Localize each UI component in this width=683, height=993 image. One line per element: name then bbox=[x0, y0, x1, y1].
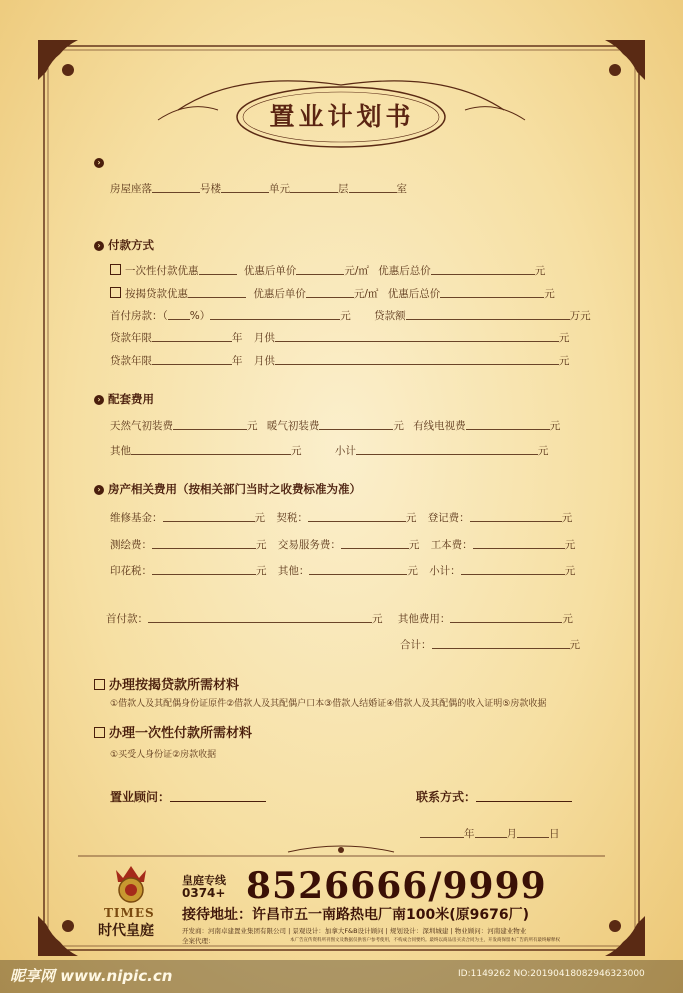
section-fees-header: › 配套费用 bbox=[94, 391, 154, 407]
crown-logo-icon bbox=[108, 862, 154, 904]
property-fees-row-3: 印花税： 元 其他： 元 小计： 元 bbox=[110, 565, 576, 577]
summary-total-row: 合计： 元 bbox=[400, 639, 580, 651]
ornamental-frame bbox=[38, 40, 645, 956]
property-fees-row-1: 维修基金： 元 契税： 元 登记费： 元 bbox=[110, 512, 573, 524]
onetime-docs-list: ①买受人身份证②房款收据 bbox=[110, 750, 217, 760]
title-banner bbox=[242, 92, 442, 142]
hotline-number: 8526666/9999 bbox=[246, 865, 547, 907]
brand-chinese: 时代皇庭 bbox=[98, 923, 154, 939]
hotline-label: 皇庭专线 bbox=[182, 874, 226, 887]
page-title: 置业计划书 bbox=[269, 102, 415, 131]
property-fees-row-2: 测绘费： 元 交易服务费： 元 工本费： 元 bbox=[110, 539, 576, 551]
house-location-row: 房屋座落 号楼 单元 层 室 bbox=[110, 183, 407, 195]
section-payment-header: › 付款方式 bbox=[94, 237, 154, 253]
mortgage-docs-header: 办理按揭贷款所需材料 bbox=[94, 674, 239, 693]
chevron-right-icon: › bbox=[94, 158, 104, 168]
down-payment-row: 首付房款：（ %） 元 贷款额 万元 bbox=[110, 310, 591, 322]
loan-term-row-2: 贷款年限 年 月供 元 bbox=[110, 355, 570, 367]
payment-mortgage-row: 按揭贷款优惠 优惠后单价 元/㎡ 优惠后总价 元 bbox=[110, 286, 555, 301]
onetime-docs-checkbox[interactable] bbox=[94, 727, 105, 738]
area-code: 0374+ bbox=[182, 886, 226, 900]
chevron-right-icon: › bbox=[94, 485, 104, 495]
payment-onetime-row: 一次性付款优惠 优惠后单价 元/㎡ 优惠后总价 元 bbox=[110, 263, 545, 278]
fees-row-1: 天然气初装费 元 暖气初装费 元 有线电视费 元 bbox=[110, 420, 561, 432]
mortgage-docs-checkbox[interactable] bbox=[94, 679, 105, 690]
date-row: 年 月 日 bbox=[420, 826, 560, 841]
credits: 开发商：河南卓建置业集团有限公司 | 景观设计：加拿大F&B设计顾问 | 规划设计：深圳城建 | 物业顾问：河南建业物业 bbox=[182, 927, 527, 935]
mortgage-docs-list: ①借款人及其配偶身份证原件②借款人及其配偶户口本③借款人结婚证④借款人及其配偶的收入证明⑤房款收据 bbox=[110, 699, 547, 709]
reception-address: 接待地址：许昌市五一南路热电厂南100米(原9676厂) bbox=[182, 907, 529, 923]
contact-row: 联系方式： bbox=[416, 788, 572, 805]
brand-english: TIMES bbox=[104, 906, 155, 920]
chevron-right-icon: › bbox=[94, 241, 104, 251]
watermark-id: ID:1149262 NO:20190418082946323000 bbox=[458, 969, 645, 979]
mortgage-checkbox[interactable] bbox=[110, 287, 121, 298]
agency-label: 全案代理： bbox=[182, 937, 215, 945]
summary-row-1: 首付款： 元 其他费用： 元 bbox=[106, 613, 573, 625]
disclaimer: 本广告宣传资料所刊图文及数据仅供客户参考使用，不构成合同要约。最终以商品房买卖合同为主，开发商保留本广告的所有最终解释权 bbox=[290, 938, 560, 943]
watermark-site: 昵享网 www.nipic.cn bbox=[10, 967, 173, 985]
section-house-header bbox=[94, 155, 108, 169]
section-property-fees-header: › 房产相关费用（按相关部门当时之收费标准为准） bbox=[94, 481, 361, 497]
loan-term-row-1: 贷款年限 年 月供 元 bbox=[110, 332, 570, 344]
fees-row-2: 其他 元 小计 元 bbox=[110, 445, 549, 457]
onetime-checkbox[interactable] bbox=[110, 264, 121, 275]
consultant-row: 置业顾问： bbox=[110, 788, 266, 805]
onetime-docs-header: 办理一次性付款所需材料 bbox=[94, 722, 252, 741]
chevron-right-icon: › bbox=[94, 395, 104, 405]
